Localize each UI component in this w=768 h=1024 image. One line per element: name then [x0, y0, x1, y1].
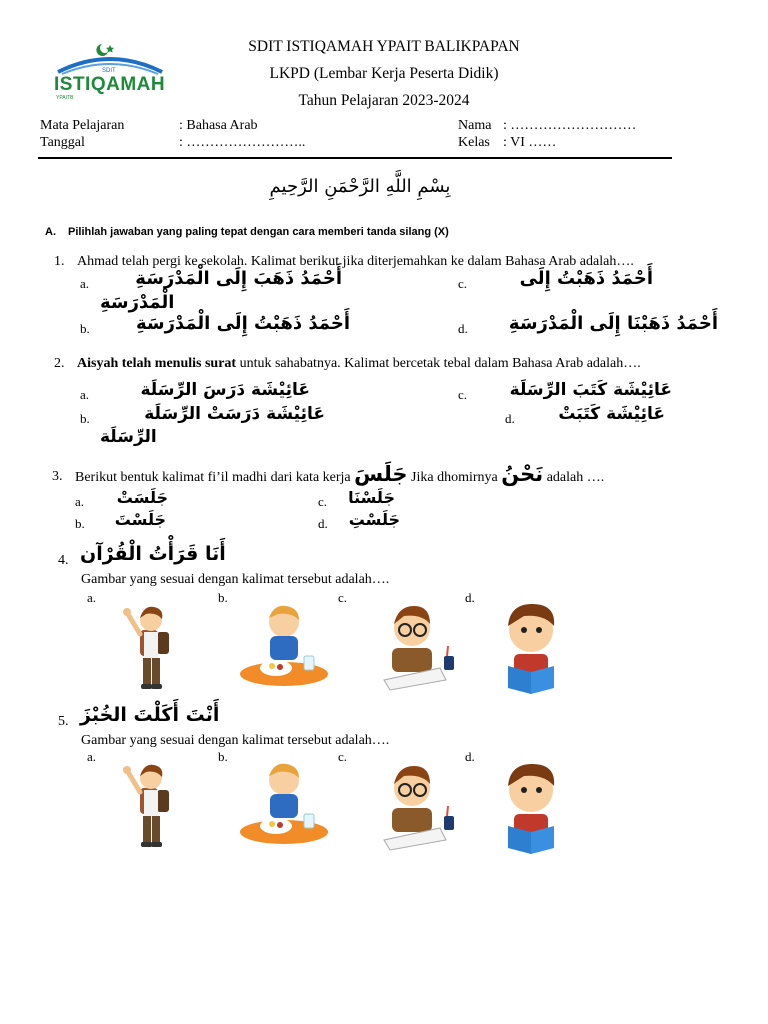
- boy-reading-icon: [494, 760, 568, 856]
- q3-option-d-text[interactable]: جَلَسْتِ: [348, 510, 400, 529]
- q4-image-a[interactable]: [120, 600, 190, 696]
- q2-option-c-text[interactable]: عَائِيْشَة كَتَبَ الرِّسَلَة: [509, 380, 672, 400]
- name-field[interactable]: : ………………………: [503, 118, 637, 133]
- q3-option-b-label[interactable]: b.: [75, 516, 85, 531]
- subject-label: Mata Pelajaran: [40, 118, 125, 133]
- q1-option-c-label[interactable]: c.: [458, 276, 468, 291]
- school-name: SDIT ISTIQAMAH YPAIT BALIKPAPAN: [248, 38, 520, 55]
- logo-sub: YPAITB: [56, 95, 74, 101]
- q5-label-b[interactable]: b.: [218, 749, 228, 764]
- question-5-text: Gambar yang sesuai dengan kalimat tersebut adalah….: [81, 733, 390, 748]
- q4-label-c[interactable]: c.: [338, 590, 348, 605]
- basmala: بِسْمِ اللَّهِ الرَّحْمَنِ الرَّحِيمِ: [269, 176, 451, 197]
- section-instruction: Pilihlah jawaban yang paling tepat dengan cara memberi tanda silang (X): [68, 226, 449, 238]
- boy-waving-icon: [120, 758, 190, 854]
- q1-option-a-continued: الْمَدْرَسَةِ: [100, 292, 175, 313]
- boy-writing-icon: [364, 758, 460, 854]
- question-5-number: 5.: [58, 714, 69, 729]
- q1-option-b-text[interactable]: أَحْمَدُ ذَهَبْتُ إِلَى الْمَدْرَسَةِ: [135, 313, 350, 334]
- q5-image-a[interactable]: [120, 758, 190, 854]
- q5-label-d[interactable]: d.: [465, 749, 475, 764]
- q2-option-d-label[interactable]: d.: [505, 411, 515, 426]
- class-label: Kelas: [458, 135, 490, 150]
- question-1-number: 1.: [54, 254, 65, 269]
- question-5-arabic: أَنْتَ أَكَلْتَ الخُبْزَ: [80, 704, 220, 726]
- question-3-pronoun: نَحْنُ: [501, 462, 544, 486]
- name-label: Nama: [458, 118, 492, 133]
- q4-label-b[interactable]: b.: [218, 590, 228, 605]
- school-year: Tahun Pelajaran 2023-2024: [298, 92, 470, 109]
- q3-option-a-text[interactable]: جَلَسَتْ: [116, 488, 168, 507]
- question-4-number: 4.: [58, 553, 69, 568]
- boy-reading-icon: [494, 600, 568, 696]
- q3-option-c-text[interactable]: جَلَسْنَا: [348, 488, 395, 507]
- q2-option-a-text[interactable]: عَائِيْشَة دَرَسَ الرِّسَلَة: [140, 380, 310, 400]
- question-3-part-2: Jika dhomirnya: [411, 470, 498, 485]
- question-2-number: 2.: [54, 356, 65, 371]
- q4-image-b[interactable]: [236, 600, 332, 690]
- q3-option-d-label[interactable]: d.: [318, 516, 328, 531]
- q3-option-a-label[interactable]: a.: [75, 494, 85, 509]
- q1-option-d-text[interactable]: أَحْمَدُ ذَهَبْنَا إِلَى الْمَدْرَسَةِ: [508, 313, 718, 334]
- q1-option-a-label[interactable]: a.: [80, 276, 90, 291]
- header-divider: [38, 157, 672, 159]
- logo-small-text: SDIT: [102, 68, 116, 74]
- q2-option-b-continued: الرِّسَلَة: [100, 427, 157, 447]
- q5-image-b[interactable]: [236, 758, 332, 848]
- section-letter: A.: [45, 226, 56, 238]
- q2-option-c-label[interactable]: c.: [458, 387, 468, 402]
- question-3-part-1: Berikut bentuk kalimat fi’il madhi dari kata kerja: [75, 470, 351, 485]
- boy-writing-icon: [364, 598, 460, 694]
- question-2-rest: untuk sahabatnya. Kalimat bercetak tebal dalam Bahasa Arab adalah….: [236, 356, 641, 371]
- question-2-bold-phrase: Aisyah telah menulis surat: [77, 356, 237, 371]
- q4-image-d[interactable]: [494, 600, 568, 696]
- logo-name: ISTIQAMAH: [54, 74, 166, 95]
- question-1-text: Ahmad telah pergi ke sekolah. Kalimat berikut jika diterjemahkan ke dalam Bahasa Arab adalah….: [77, 254, 634, 269]
- q2-option-a-label[interactable]: a.: [80, 387, 90, 402]
- boy-eating-icon: [236, 758, 332, 848]
- date-field[interactable]: : ……………………..: [179, 135, 306, 150]
- q1-option-b-label[interactable]: b.: [80, 321, 90, 336]
- question-4-text: Gambar yang sesuai dengan kalimat tersebut adalah….: [81, 572, 390, 587]
- q1-option-d-label[interactable]: d.: [458, 321, 468, 336]
- question-2-text: [77, 356, 641, 372]
- q5-label-c[interactable]: c.: [338, 749, 348, 764]
- date-label: Tanggal: [40, 135, 85, 150]
- q2-option-b-text[interactable]: عَائِيْشَة دَرَسَتْ الرِّسَلَة: [144, 404, 325, 424]
- question-3-part-3: adalah ….: [546, 470, 605, 485]
- boy-eating-icon: [236, 600, 332, 690]
- q3-option-c-label[interactable]: c.: [318, 494, 328, 509]
- q4-label-d[interactable]: d.: [465, 590, 475, 605]
- q5-label-a[interactable]: a.: [87, 749, 97, 764]
- question-3-number: 3.: [52, 469, 63, 484]
- q3-option-b-text[interactable]: جَلَسْتَ: [114, 510, 166, 529]
- document-title: LKPD (Lembar Kerja Peserta Didik): [269, 65, 499, 82]
- question-3-text: [75, 462, 604, 486]
- question-4-arabic: أَنَا قَرَأْتُ الْقُرْآن: [80, 543, 226, 565]
- q1-option-a-text[interactable]: أَحْمَدُ ذَهَبَ إِلَى الْمَدْرَسَةِ: [135, 268, 342, 289]
- q4-label-a[interactable]: a.: [87, 590, 97, 605]
- q5-image-d[interactable]: [494, 760, 568, 856]
- q2-option-b-label[interactable]: b.: [80, 411, 90, 426]
- question-3-verb: جَلَسَ: [354, 462, 408, 486]
- class-field[interactable]: : VI ……: [503, 135, 557, 150]
- subject-value: : Bahasa Arab: [179, 118, 258, 133]
- q1-option-c-text[interactable]: أَحْمَدُ ذَهَبْتُ إِلَى: [519, 268, 653, 289]
- q5-image-c[interactable]: [364, 758, 460, 854]
- boy-waving-icon: [120, 600, 190, 696]
- q4-image-c[interactable]: [364, 598, 460, 694]
- q2-option-d-text[interactable]: عَائِيْشَة كَتَبَتْ: [558, 404, 665, 424]
